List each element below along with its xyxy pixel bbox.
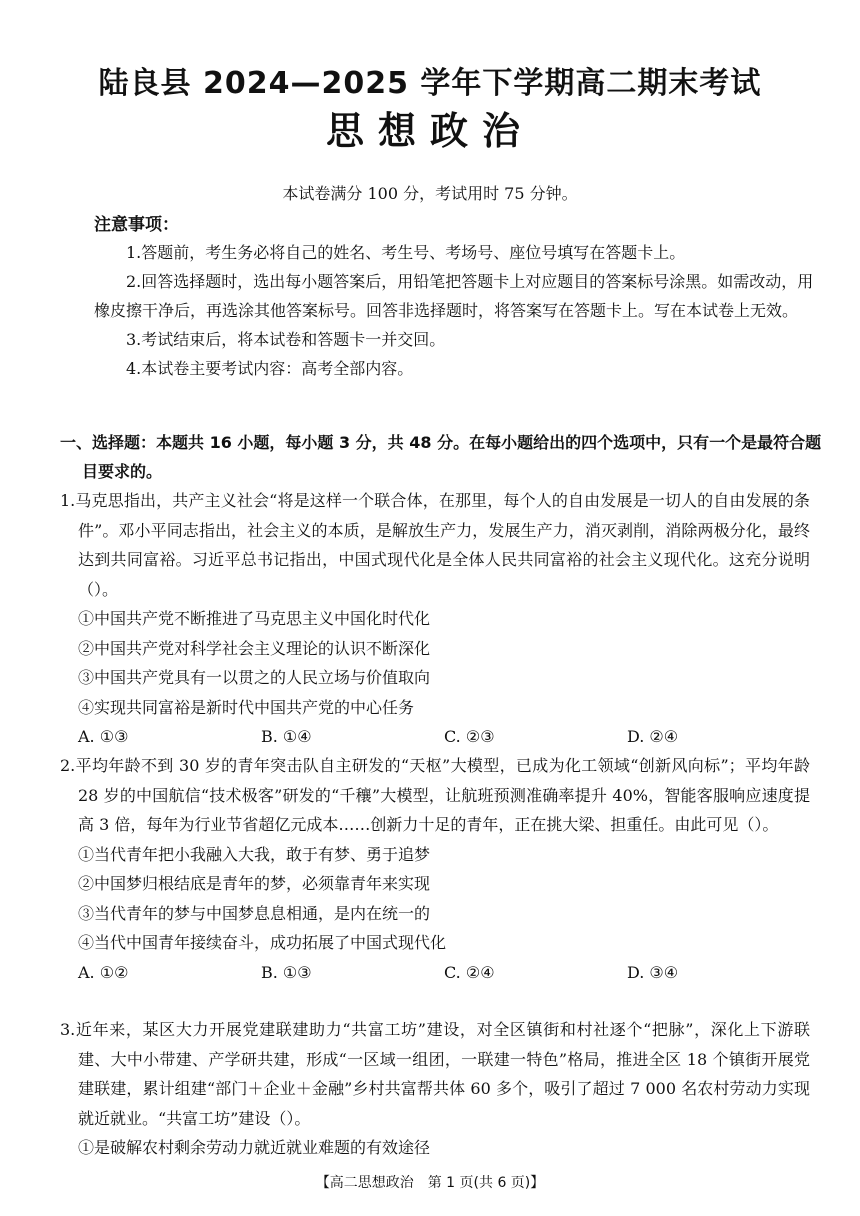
notice-list: [94, 238, 814, 383]
statement-1: ①中国共产党不断推进了马克思主义中国化时代化: [78, 609, 431, 628]
choice-b: B. ①④: [261, 727, 312, 746]
choice-c: C. ②③: [444, 727, 495, 746]
statement-2: ②中国共产党对科学社会主义理论的认识不断深化: [78, 638, 431, 658]
exam-title: 陆良县 2024—2025 学年下学期高二期末考试: [98, 66, 762, 101]
statement-3: ③中国共产党具有一以贯之的人民立场与价值取向: [78, 668, 431, 687]
statement-1: ①是破解农村剩余劳动力就近就业难题的有效途径: [78, 1138, 431, 1157]
question-stem: 3.近年来，某区大力开展党建联建助力“共富工坊”建设，对全区镇街和村社逐个“把脉”，深化上下游联建、大中小带建、产学研共建，形成“一区域一组团，一联建一特色”格局，推进全区 18 个镇街开展党建联建，累计组建“部门＋企业＋金融”乡村共富帮共体 60 多个，吸引了超过 7 000 名农村劳动力实现就近就业。“共富工坊”建设（）。: [60, 1020, 810, 1128]
notice-item-2: 2.回答选择题时，选出每小题答案后，用铅笔把答题卡上对应题目的答案标号涂黑。如需改动，用橡皮擦干净后，再选涂其他答案标号。回答非选择题时，将答案写在答题卡上。写在本试卷上无效。: [94, 272, 814, 320]
question-2: [60, 751, 810, 987]
statement-1: ①当代青年把小我融入大我，敢于有梦、勇于追梦: [78, 844, 431, 864]
choice-c: C. ②④: [444, 962, 495, 982]
notice-item-1: 1.答题前，考生务必将自己的姓名、考生号、考场号、座位号填写在答题卡上。: [126, 243, 686, 262]
notice-title: 注意事项：: [94, 215, 179, 235]
statement-2: ②中国梦归根结底是青年的梦，必须靠青年来实现: [78, 874, 431, 893]
question-1: [60, 486, 810, 752]
statement-4: ④当代中国青年接续奋斗，成功拓展了中国式现代化: [78, 933, 447, 952]
subject-title: 思想政治: [325, 109, 534, 153]
statement-4: ④实现共同富裕是新时代中国共产党的中心任务: [78, 697, 415, 717]
answer-choices: [60, 722, 810, 752]
choice-a: A. ①②: [78, 962, 129, 982]
statement-3: ③当代青年的梦与中国梦息息相通，是内在统一的: [78, 903, 431, 923]
notice-item-3: 3.考试结束后，将本试卷和答题卡一并交回。: [126, 330, 446, 349]
choice-a: A. ①③: [78, 727, 129, 746]
exam-info: 本试卷满分 100 分，考试用时 75 分钟。: [282, 184, 578, 203]
choice-d: D. ②④: [627, 727, 679, 746]
page-footer: 【高二思想政治 第 1 页(共 6 页)】: [315, 1175, 545, 1191]
question-stem: 1.马克思指出，共产主义社会“将是这样一个联合体，在那里，每个人的自由发展是一切人的自由发展的条件”。邓小平同志指出，社会主义的本质，是解放生产力，发展生产力，消灭剥削，消除两极分化，最终达到共同富裕。习近平总书记指出，中国式现代化是全体人民共同富裕的社会主义现代化。这充分说明（）。: [60, 491, 810, 599]
answer-choices: [60, 958, 810, 988]
question-3: [60, 1015, 810, 1163]
choice-d: D. ③④: [627, 962, 679, 982]
choice-b: B. ①③: [261, 962, 312, 982]
question-stem: 2.平均年龄不到 30 岁的青年突击队自主研发的“天枢”大模型，已成为化工领域“创新风向标”；平均年龄 28 岁的中国航信“技术极客”研发的“千穰”大模型，让航班预测准确率提升 40%，智能客服响应速度提高 3 倍，每年为行业节省超亿元成本……创新力十足的青年，正在挑大梁、担重任。由此可见（）。: [60, 756, 810, 834]
section-heading: 一、选择题：本题共 16 小题，每小题 3 分，共 48 分。在每小题给出的四个选项中，只有一个是最符合题目要求的。: [60, 433, 822, 481]
notice-item-4: 4.本试卷主要考试内容：高考全部内容。: [126, 359, 414, 378]
